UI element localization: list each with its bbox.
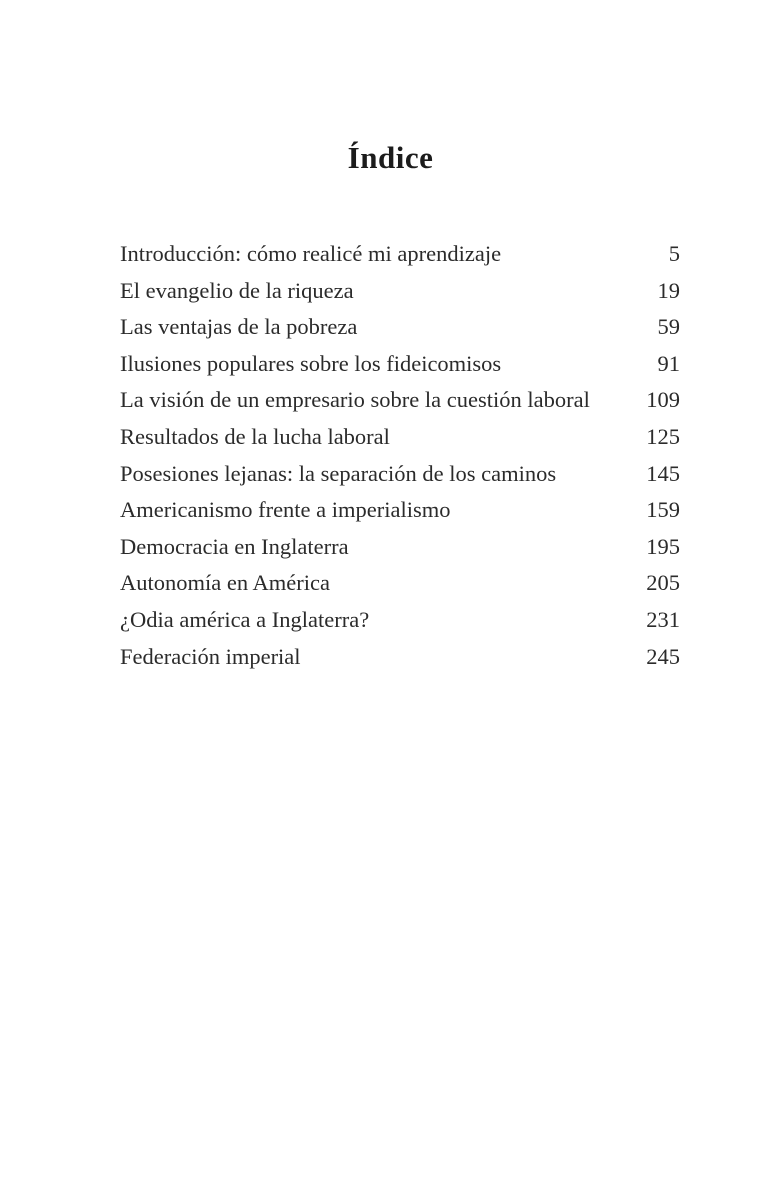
toc-entry xyxy=(120,273,680,310)
toc-entry-page: 59 xyxy=(657,314,680,340)
toc-entry xyxy=(120,456,680,493)
toc-entry-title: Ilusiones populares sobre los fideicomisos xyxy=(120,350,502,376)
toc-entry xyxy=(120,382,680,419)
toc-entry-title: La visión de un empresario sobre la cuestión laboral xyxy=(120,387,590,413)
toc-entry-page: 195 xyxy=(646,533,680,559)
toc-entry-title: Posesiones lejanas: la separación de los caminos xyxy=(120,460,557,486)
toc-entry-page: 5 xyxy=(668,241,680,266)
toc-entry-page: 109 xyxy=(646,387,680,413)
toc-entry-page: 91 xyxy=(657,350,680,376)
toc-entry xyxy=(120,639,680,676)
toc-entry-title: Introducción: cómo realicé mi aprendizaje xyxy=(120,241,502,266)
toc-entry xyxy=(120,529,680,566)
toc-entry-title: Americanismo frente a imperialismo xyxy=(120,497,451,523)
page-title: Índice xyxy=(347,140,434,175)
toc-entry xyxy=(120,492,680,529)
toc-entry-page: 19 xyxy=(657,277,680,303)
toc-entry-title: Autonomía en América xyxy=(120,570,330,596)
toc-entry xyxy=(120,419,680,456)
toc-entry-page: 145 xyxy=(646,460,680,486)
table-of-contents xyxy=(120,236,680,675)
toc-entry xyxy=(120,309,680,346)
toc-entry-page: 205 xyxy=(646,570,680,596)
toc-entry-title: Democracia en Inglaterra xyxy=(120,533,349,559)
toc-entry xyxy=(120,602,680,639)
toc-entry xyxy=(120,346,680,383)
toc-entry-page: 125 xyxy=(646,423,680,449)
toc-entry-title: Las ventajas de la pobreza xyxy=(120,314,358,340)
toc-entry-title: Federación imperial xyxy=(120,643,301,669)
toc-entry-title: El evangelio de la riqueza xyxy=(120,277,354,303)
toc-entry-page: 245 xyxy=(646,643,680,669)
toc-entry-title: Resultados de la lucha laboral xyxy=(120,423,390,449)
toc-entry-page: 159 xyxy=(646,497,680,523)
toc-entry xyxy=(120,565,680,602)
toc-entry-title: ¿Odia américa a Inglaterra? xyxy=(120,606,370,632)
toc-entry xyxy=(120,236,680,273)
toc-entry-page: 231 xyxy=(646,606,680,632)
